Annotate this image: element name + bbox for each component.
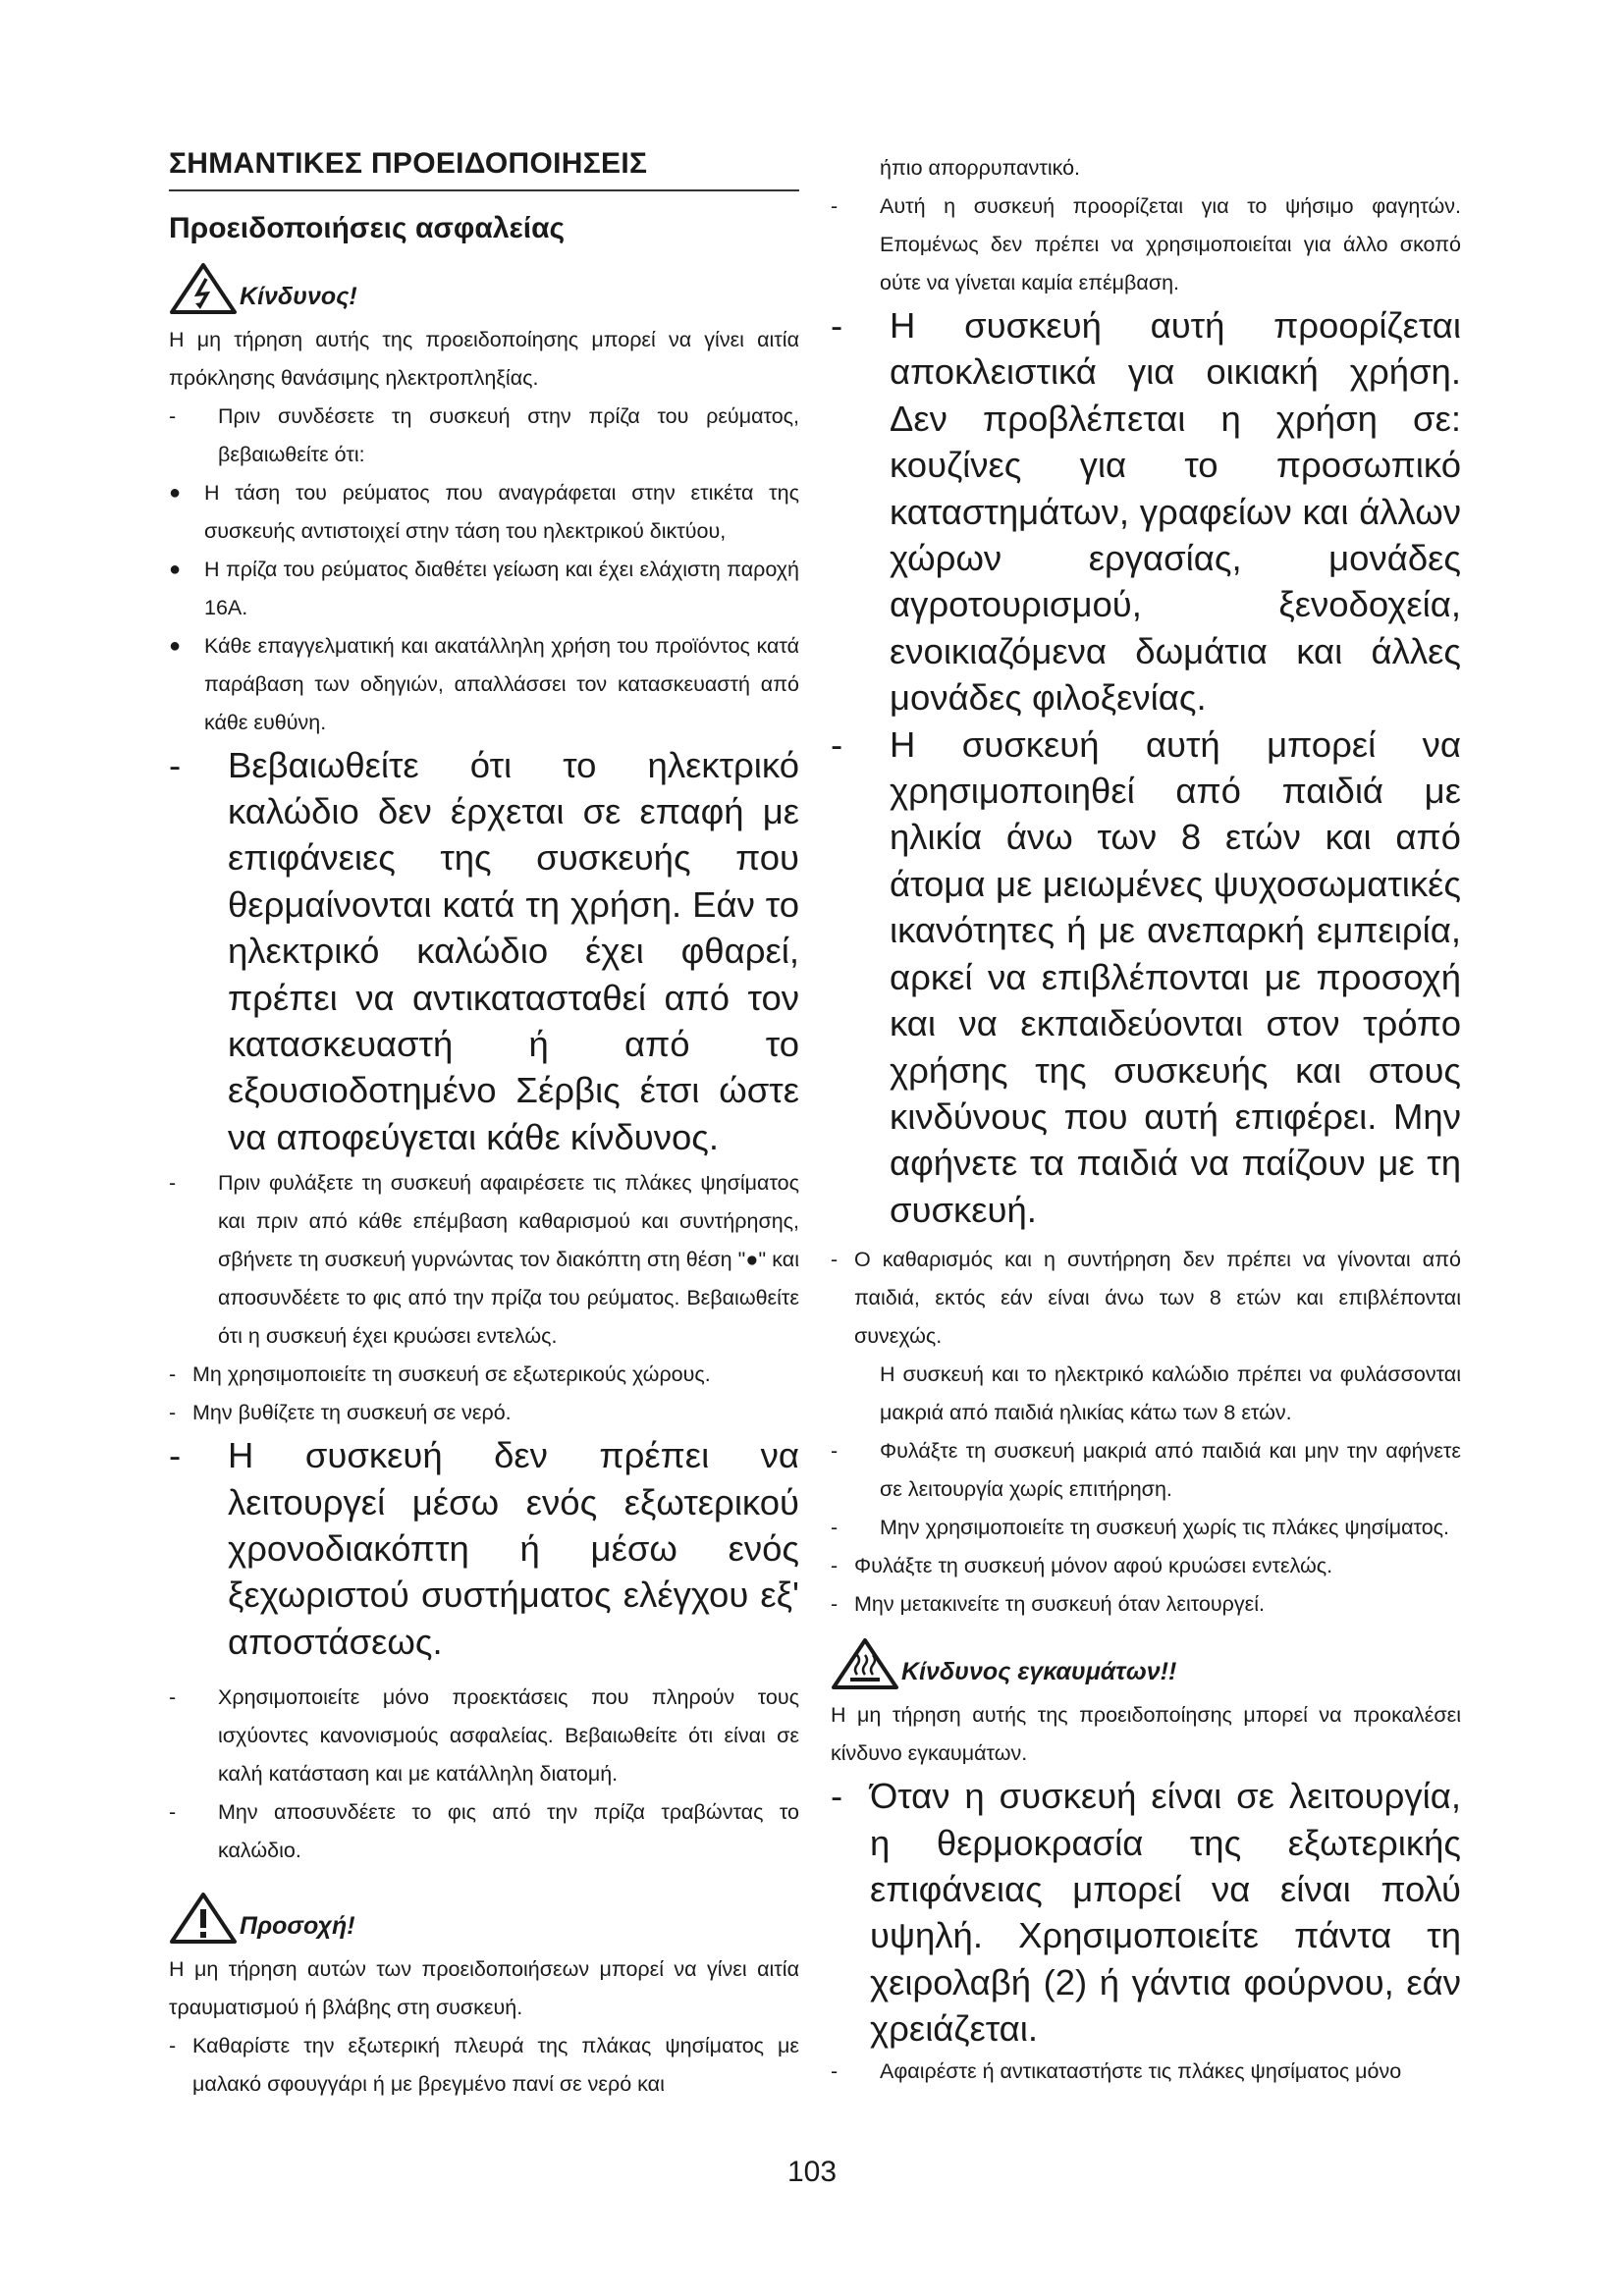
dash-marker: - xyxy=(169,2034,177,2058)
caution-item-text: Μην χρησιμοποιείτε τη συσκευή χωρίς τις πλάκες ψησίματος. xyxy=(880,1516,1449,1540)
list-item xyxy=(831,1241,1461,1356)
caution-item-continuation: ήπιο απορρυπαντικό. xyxy=(880,156,1081,180)
electric-hazard-icon xyxy=(169,262,238,315)
caution-children-use: Η συσκευή αυτή μπορεί να χρησιμοποιηθεί από παιδιά με ηλικία άνω των 8 ετών και από άτομα με μειωμένες ψυχοσωματικές ικανότητες ή με ανεπαρκή εμπειρία, αρκεί να επιβλέπονται με προσοχή και να εκπαιδεύονται στον τρόπο χρήσης της συσκευής και στους κινδύνους που αυτή επιφέρει. Μην αφήνετε τα παιδιά να παίζουν με τη συσκευή. xyxy=(890,723,1461,1230)
list-item xyxy=(831,2053,1461,2091)
dash-marker: - xyxy=(831,1776,843,1817)
list-item xyxy=(831,1432,1461,1509)
list-item xyxy=(169,1394,799,1432)
burn-label: Κίνδυνος εγκαυμάτων!! xyxy=(901,1658,1177,1686)
list-item xyxy=(169,2027,799,2104)
danger-item-text: Μην βυθίζετε τη συσκευή σε νερό. xyxy=(192,1401,512,1425)
dash-marker: - xyxy=(831,1248,839,1272)
dash-marker: - xyxy=(169,1401,177,1425)
danger-intro: Η μη τήρηση αυτής της προειδοποίησης μπορεί να γίνει αιτία πρόκλησης θανάσιμης ηλεκτροπληξίας. xyxy=(169,327,799,390)
caution-item-text: Ο καθαρισμός και η συντήρηση δεν πρέπει να γίνονται από παιδιά, εκτός εάν είναι άνω των 8 ετών και επιβλέπονται συνεχώς. xyxy=(854,1248,1461,1349)
bullet-item xyxy=(169,474,799,551)
bullet-item xyxy=(169,551,799,627)
list-item xyxy=(831,1585,1461,1624)
list-item xyxy=(169,1793,799,1870)
danger-item-text: Πριν συνδέσετε τη συσκευή στην πρίζα του ρεύματος, βεβαιωθείτε ότι: xyxy=(218,403,799,466)
caution-household-use: Η συσκευή αυτή προορίζεται αποκλειστικά για οικιακή χρήση. Δεν προβλέπεται η χρήση σε: κουζίνες για το προσωπικό καταστημάτων, γραφείων και άλλων χώρων εργασίας, μονάδες αγροτουρισμού, ξενοδοχεία, ενοικιαζόμενα δωμάτια και άλλες μονάδες φιλοξενίας. xyxy=(890,305,1461,719)
caution-heading xyxy=(169,1892,799,1945)
caution-item-text: Καθαρίστε την εξωτερική πλευρά της πλάκας ψησίματος με μαλακό σφουγγάρι ή με βρεγμένο πανί σε νερό και xyxy=(192,2034,799,2097)
bullet-marker: ● xyxy=(169,558,182,580)
list-item xyxy=(169,1164,799,1356)
caution-label: Προσοχή! xyxy=(240,1912,355,1941)
dash-marker: - xyxy=(831,305,843,346)
hot-surface-icon xyxy=(831,1637,899,1690)
exclamation-warning-icon xyxy=(169,1892,238,1945)
danger-timer-warning: Η συσκευή δεν πρέπει να λειτουργεί μέσω ενός εξωτερικού χρονοδιακόπτη ή μέσω ενός ξεχωριστού συστήματος ελέγχου εξ' αποστάσεως. xyxy=(228,1435,799,1662)
bullet-item xyxy=(169,627,799,742)
burn-item-text: Αφαιρέστε ή αντικαταστήστε τις πλάκες ψησίματος μόνο xyxy=(880,2058,1402,2083)
bullet-text: Η τάση του ρεύματος που αναγράφεται στην ετικέτα της συσκευής αντιστοιχεί στην τάση του ηλεκτρικού δικτύου, xyxy=(204,480,799,543)
list-item-large xyxy=(831,302,1461,721)
dash-marker: - xyxy=(831,194,839,218)
list-item-large xyxy=(169,1432,799,1665)
list-item-large xyxy=(831,1773,1461,2052)
list-item xyxy=(831,187,1461,302)
list-item xyxy=(169,398,799,474)
burn-hot-surface-warning: Όταν η συσκευή είναι σε λειτουργία, η θερμοκρασία της εξωτερικής επιφάνειας μπορεί να είναι πολύ υψηλή. Χρησιμοποιείτε πάντα τη χειρολαβή (2) ή γάντια φούρνου, εάν χρειάζεται. xyxy=(870,1776,1461,2050)
dash-marker: - xyxy=(169,744,182,785)
bullet-marker: ● xyxy=(169,481,182,504)
left-column xyxy=(169,147,799,2104)
caution-item-text: Φυλάξτε τη συσκευή μόνον αφού κρυώσει εντελώς. xyxy=(854,1554,1333,1578)
dash-marker: - xyxy=(831,1554,839,1578)
dash-marker: - xyxy=(831,1439,839,1464)
list-item-large xyxy=(169,742,799,1161)
list-item xyxy=(831,1547,1461,1585)
caution-item-continuation: Η συσκευή και το ηλεκτρικό καλώδιο πρέπει να φυλάσσονται μακριά από παιδιά ηλικίας κάτω των 8 ετών. xyxy=(880,1362,1461,1425)
dash-marker: - xyxy=(169,1362,177,1387)
list-item-large xyxy=(831,721,1461,1233)
danger-item-text: Μην αποσυνδέετε το φις από την πρίζα τραβώντας το καλώδιο. xyxy=(218,1800,799,1863)
list-item xyxy=(169,1356,799,1394)
list-item xyxy=(831,1509,1461,1547)
danger-label: Κίνδυνος! xyxy=(240,282,357,310)
page-title: ΣΗΜΑΝΤΙΚΕΣ ΠΡΟΕΙΔΟΠΟΙΗΣΕΙΣ xyxy=(169,147,799,191)
caution-intro: Η μη τήρηση αυτών των προειδοποιήσεων μπορεί να γίνει αιτία τραυματισμού ή βλάβης στη συσκευή. xyxy=(169,1957,799,2020)
dash-marker: - xyxy=(831,1516,839,1540)
danger-heading xyxy=(169,262,799,315)
dash-marker: - xyxy=(831,2058,839,2083)
burn-intro: Η μη τήρηση αυτής της προειδοποίησης μπορεί να προκαλέσει κίνδυνο εγκαυμάτων. xyxy=(831,1703,1461,1766)
dash-marker: - xyxy=(169,1800,177,1825)
danger-item-text: Μη χρησιμοποιείτε τη συσκευή σε εξωτερικούς χώρους. xyxy=(192,1362,711,1387)
bullet-text: Η πρίζα του ρεύματος διαθέτει γείωση και έχει ελάχιστη παροχή 16A. xyxy=(204,557,799,619)
dash-marker: - xyxy=(169,403,177,428)
danger-item-text: Πριν φυλάξετε τη συσκευή αφαιρέσετε τις πλάκες ψησίματος και πριν από κάθε επέμβαση καθαρισμού και συντήρησης, σβήνετε τη συσκευή γυρνώντας τον διακόπτη στη θέση "●" και αποσυνδέετε το φις από την πρίζα του ρεύματος. Βεβαιωθείτε ότι η συσκευή έχει κρυώσει εντελώς. xyxy=(218,1171,799,1349)
burn-heading xyxy=(831,1637,1461,1690)
section-subtitle: Προειδοποιήσεις ασφαλείας xyxy=(169,211,566,244)
dash-marker: - xyxy=(831,723,843,765)
danger-cord-warning: Βεβαιωθείτε ότι το ηλεκτρικό καλώδιο δεν έρχεται σε επαφή με επιφάνειες της συσκευής που θερμαίνονται κατά τη χρήση. Εάν το ηλεκτρικό καλώδιο έχει φθαρεί, πρέπει να αντικατασταθεί από τον κατασκευαστή ή από το εξουσιοδοτημένο Σέρβις έτσι ώστε να αποφεύγεται κάθε κίνδυνος. xyxy=(228,744,799,1157)
dash-marker: - xyxy=(169,1171,177,1196)
caution-item-text: Αυτή η συσκευή προορίζεται για το ψήσιμο φαγητών. Επομένως δεν πρέπει να χρησιμοποιείται για άλλο σκοπό ούτε να γίνεται καμία επέμβαση. xyxy=(880,194,1461,294)
bullet-marker: ● xyxy=(169,634,182,657)
bullet-text: Κάθε επαγγελματική και ακατάλληλη χρήση του προϊόντος κατά παράβαση των οδηγιών, απαλλάσσει τον κατασκευαστή από κάθε ευθύνη. xyxy=(204,633,799,734)
dash-marker: - xyxy=(169,1685,177,1710)
dash-marker: - xyxy=(169,1435,182,1476)
caution-item-text: Φυλάξτε τη συσκευή μακριά από παιδιά και μην την αφήνετε σε λειτουργία χωρίς επιτήρηση. xyxy=(880,1439,1461,1502)
caution-item-text: Μην μετακινείτε τη συσκευή όταν λειτουργεί. xyxy=(854,1592,1265,1617)
dash-marker: - xyxy=(831,1592,839,1617)
page-number: 103 xyxy=(786,2156,838,2188)
danger-item-text: Χρησιμοποιείτε μόνο προεκτάσεις που πληρούν τους ισχύοντες κανονισμούς ασφαλείας. Βεβαιωθείτε ότι είναι σε καλή κατάσταση και με κατάλληλη διατομή. xyxy=(218,1685,799,1787)
right-column xyxy=(831,149,1461,2091)
list-item xyxy=(169,1679,799,1793)
